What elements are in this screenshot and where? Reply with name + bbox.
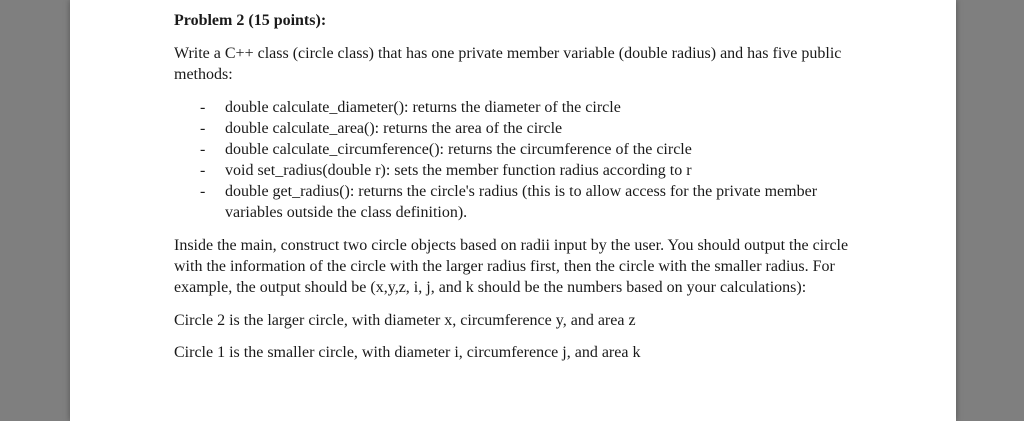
method-text: double calculate_diameter(): returns the diameter of the circle [225,99,621,116]
method-text: double calculate_circumference(): returns the circumference of the circle [225,141,692,158]
method-text: void set_radius(double r): sets the member function radius according to r [225,162,692,179]
problem-heading: Problem 2 (15 points): [174,12,327,29]
output-example-line-1: Circle 2 is the larger circle, with diameter x, circumference y, and area z [174,312,636,329]
method-text: double calculate_area(): returns the area of the circle [225,120,563,137]
output-example-line-2: Circle 1 is the smaller circle, with diameter i, circumference j, and area k [174,344,641,361]
list-item [174,118,864,139]
list-item [174,139,864,160]
bullet-dash: - [200,183,206,200]
list-item [174,97,864,118]
bullet-dash: - [200,99,206,116]
list-item [174,181,864,223]
intro-paragraph: Write a C++ class (circle class) that has one private member variable (double radius) and has five public methods: [174,45,842,83]
methods-list [174,97,864,223]
bullet-dash: - [200,162,206,179]
main-paragraph: Inside the main, construct two circle objects based on radii input by the user. You should output the circle with the information of the circle with the larger radius first, then the circle with the smaller radius. For example, the output should be (x,y,z, i, j, and k should be the numbers based on your calculations): [174,237,849,296]
list-item [174,160,864,181]
bullet-dash: - [200,120,206,137]
method-text: double get_radius(): returns the circle's radius (this is to allow access for the private member variables outside the class definition). [225,183,818,221]
page-content [174,10,864,374]
document-page [70,0,956,421]
bullet-dash: - [200,141,206,158]
